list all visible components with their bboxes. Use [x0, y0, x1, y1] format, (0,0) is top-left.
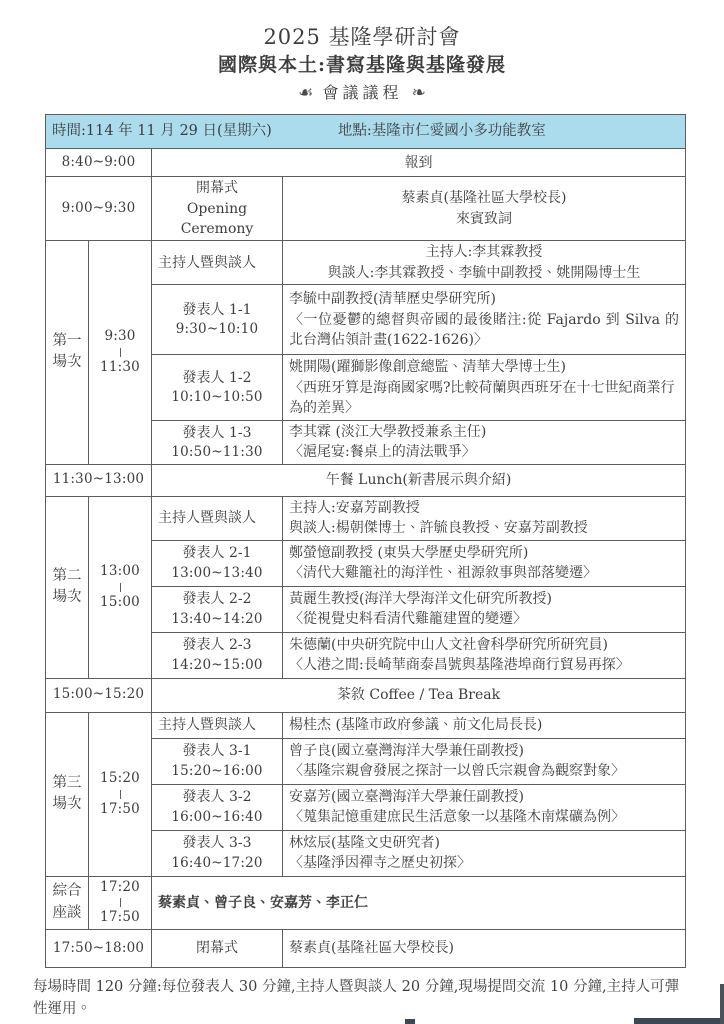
session2-moderator-label: 主持人暨與談人 [152, 496, 283, 540]
speaker-1-2: 姚開陽(躍獅影像創意總監、清華大學博士生) [289, 359, 566, 376]
closing-row [46, 929, 686, 967]
speaker-3-3: 林炫辰(基隆文史研究者) [289, 834, 440, 851]
session3-moderator-row [46, 712, 686, 738]
closing-time: 17:50~18:00 [46, 929, 152, 967]
session2-time-range: 13:00 15:00 [89, 496, 152, 678]
title-3-1: 〈基隆宗親會發展之探討一以曾氏宗親會為觀察對象〉 [289, 763, 625, 780]
opening-slot-en: Opening Ceremony [180, 200, 254, 237]
speaker-2-1: 鄭螢憶副教授 (東吳大學歷史學研究所) [289, 544, 529, 561]
footer-note: 每場時間 120 分鐘:每位發表人 30 分鐘,主持人暨與談人 20 分鐘,現場提問交流 10 分鐘,主持人可彈性運用。 [33, 978, 680, 1018]
scan-artifact [634, 1018, 724, 1024]
slot-3-3: 發表人 3-3 16:40~17:20 [152, 830, 283, 876]
detail-2-3 [283, 632, 686, 678]
session1-moderator-row [46, 241, 686, 285]
title-1-3: 〈滬尾宴:餐桌上的清法戰爭〉 [289, 444, 476, 461]
panel-row [46, 876, 686, 929]
session3-time-range: 15:20 17:50 [89, 712, 152, 876]
tea-break-time: 15:00~15:20 [46, 678, 152, 712]
speaker-3-2: 安嘉芳(國立臺灣海洋大學兼任副教授) [289, 788, 524, 805]
session3-label: 第三 場次 [46, 712, 89, 876]
slot-1-3: 發表人 1-3 10:50~11:30 [152, 421, 283, 465]
detail-2-2 [283, 586, 686, 632]
slot-1-2: 發表人 1-2 10:10~10:50 [152, 355, 283, 421]
slot-3-2: 發表人 3-2 16:00~16:40 [152, 784, 283, 830]
title-1-1: 〈一位憂鬱的總督與帝國的最後賭注:從 Fajardo 到 Silva 的北台灣佔領計畫(1622-1626)〉 [289, 311, 680, 348]
event-date: 時間:114 年 11 月 29 日(星期六) [52, 123, 272, 140]
opening-detail [283, 177, 686, 241]
detail-2-1 [283, 540, 686, 586]
registration-label: 報到 [152, 149, 686, 177]
panel-names: 蔡素貞、曾子良、安嘉芳、李正仁 [152, 876, 686, 929]
agenda-table [45, 114, 686, 968]
scan-artifact [720, 984, 724, 1024]
detail-1-2 [283, 355, 686, 421]
title-1-2: 〈西班牙算是海商國家嗎?比較荷蘭與西班牙在十七世紀商業行為的差異〉 [289, 379, 675, 416]
detail-3-1 [283, 738, 686, 784]
speaker-1-3: 李其霖 (淡江大學教授兼系主任) [289, 424, 487, 441]
lunch-time: 11:30~13:00 [46, 464, 152, 496]
session2-label: 第二 場次 [46, 496, 89, 678]
time-range-divider [120, 583, 121, 592]
session1-moderator-label: 主持人暨與談人 [152, 241, 283, 285]
detail-3-2 [283, 784, 686, 830]
session3-moderator-label: 主持人暨與談人 [152, 712, 283, 738]
session1-moderator-detail: 主持人:李其霖教授 與談人:李其霖教授、李毓中副教授、姚開陽博士生 [283, 241, 686, 285]
slot-1-1: 發表人 1-1 9:30~10:10 [152, 285, 283, 355]
agenda-heading [0, 83, 724, 104]
detail-1-3 [283, 421, 686, 465]
opening-row [46, 177, 686, 241]
opening-speaker: 蔡素貞(基隆社區大學校長) [401, 190, 567, 207]
scan-artifact [405, 1019, 415, 1024]
slot-3-1: 發表人 3-1 15:20~16:00 [152, 738, 283, 784]
time-range-divider [120, 348, 121, 357]
title-3-2: 〈蒐集記憶重建庶民生活意象一以基隆木南煤礦為例〉 [289, 809, 625, 826]
registration-time: 8:40~9:00 [46, 149, 152, 177]
lunch-label: 午餐 Lunch(新書展示與介紹) [152, 464, 686, 496]
session3-moderator-detail: 楊桂杰 (基隆市政府參議、前文化局長長) [283, 712, 686, 738]
session2-moderator-detail: 主持人:安嘉芳副教授 與談人:楊朝傑博士、許毓良教授、安嘉芳副教授 [283, 496, 686, 540]
session1-time-range: 9:30 11:30 [89, 241, 152, 465]
opening-slot [152, 177, 283, 241]
info-bar-cell [46, 115, 686, 149]
conference-title: 2025 基隆學研討會 [263, 25, 461, 49]
title-2-1: 〈清代大雞籠社的海洋性、祖源敘事與部落變遷〉 [289, 565, 597, 582]
detail-3-3 [283, 830, 686, 876]
session2-moderator-row [46, 496, 686, 540]
tea-break-label: 茶敘 Coffee / Tea Break [152, 678, 686, 712]
conference-subtitle: 國際與本土:書寫基隆與基隆發展 [217, 54, 506, 77]
lunch-row [46, 464, 686, 496]
slot-2-1: 發表人 2-1 13:00~13:40 [152, 540, 283, 586]
panel-label: 綜合 座談 [46, 876, 89, 929]
slot-2-2: 發表人 2-2 13:40~14:20 [152, 586, 283, 632]
speaker-2-3: 朱德蘭(中央研究院中山人文社會科學研究所研究員) [289, 636, 608, 653]
registration-row [46, 149, 686, 177]
speaker-3-1: 曾子良(國立臺灣海洋大學兼任副教授) [289, 742, 524, 759]
opening-slot-zh: 開幕式 [196, 180, 238, 197]
title-3-3: 〈基隆淨因禪寺之歷史初探〉 [289, 855, 471, 872]
slot-2-3: 發表人 2-3 14:20~15:00 [152, 632, 283, 678]
opening-note: 來賓致詞 [456, 210, 513, 227]
time-range-divider [120, 898, 121, 907]
time-range-divider [120, 790, 121, 799]
title-2-2: 〈從視覺史料看清代雞籠建置的變遷〉 [289, 611, 527, 628]
speaker-2-2: 黃麗生教授(海洋大學海洋文化研究所教授) [289, 590, 552, 607]
panel-time-range: 17:20 17:50 [89, 876, 152, 929]
tea-break-row [46, 678, 686, 712]
document-header [0, 0, 724, 104]
agenda-label: 會議議程 [322, 83, 403, 102]
floral-ornament-left-icon: ☙ [298, 83, 314, 103]
closing-slot: 閉幕式 [152, 929, 283, 967]
detail-1-1 [283, 285, 686, 355]
floral-ornament-right-icon: ❧ [411, 83, 426, 103]
title-2-3: 〈人港之間:長崎華商泰昌號與基隆港埠商行貿易再探〉 [289, 657, 630, 674]
event-location: 地點:基隆市仁愛國小多功能教室 [337, 123, 546, 140]
speaker-1-1: 李毓中副教授(清華歷史學研究所) [289, 291, 496, 308]
info-bar-row [46, 115, 686, 149]
closing-speaker: 蔡素貞(基隆社區大學校長) [283, 929, 686, 967]
opening-time: 9:00~9:30 [46, 177, 152, 241]
session1-label: 第一 場次 [46, 241, 89, 465]
